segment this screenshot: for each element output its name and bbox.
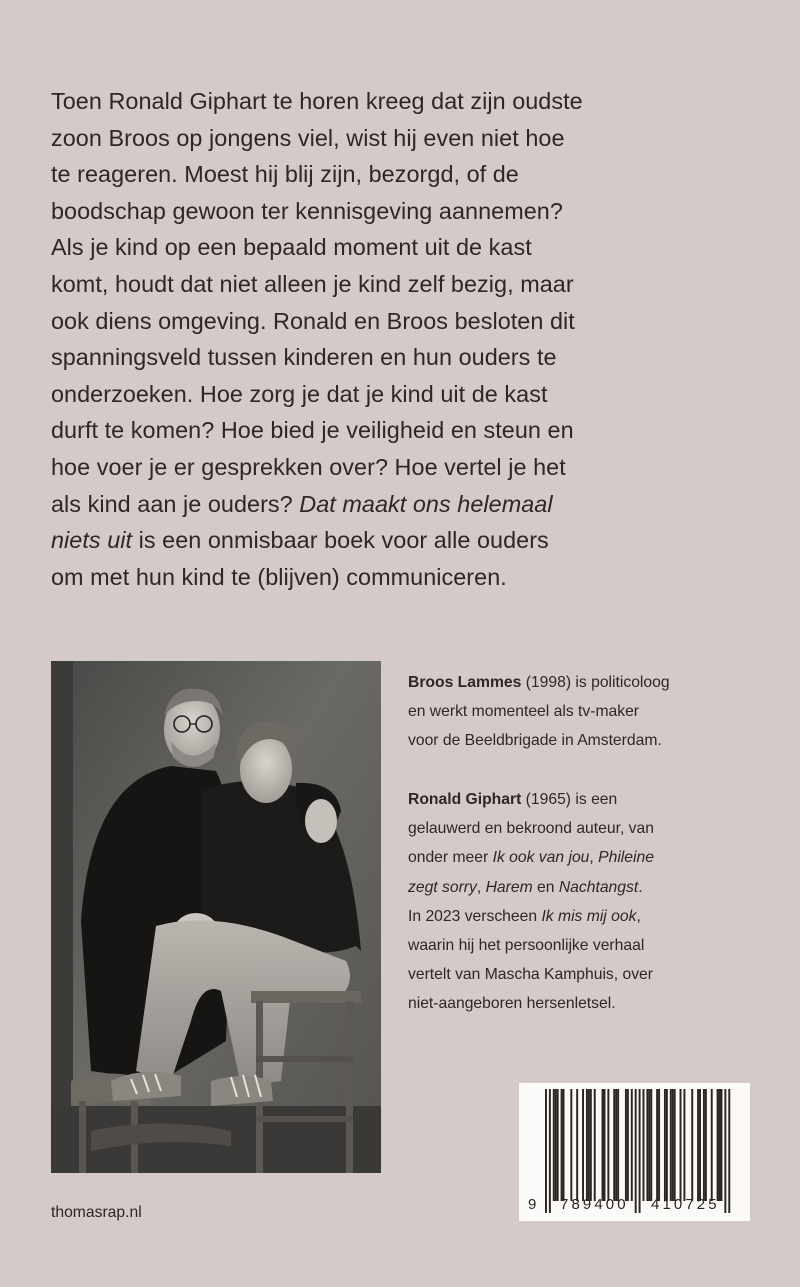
text-segment: vertelt van Mascha Kamphuis, over bbox=[408, 966, 654, 984]
bio-line bbox=[408, 843, 768, 872]
blurb-line bbox=[51, 156, 671, 193]
blurb-line bbox=[51, 193, 671, 230]
text-segment: gelauwerd en bekroond auteur, van bbox=[408, 820, 654, 838]
book-title: niets uit bbox=[51, 527, 133, 554]
blurb-line bbox=[51, 120, 671, 157]
text-segment: is een onmisbaar boek voor alle ouders bbox=[132, 527, 549, 554]
bio-line bbox=[408, 814, 768, 843]
text-segment: . bbox=[638, 878, 643, 896]
text-segment: voor de Beeldbrigade in Amsterdam. bbox=[408, 732, 662, 750]
text-segment: zoon Broos op jongens viel, wist hij even niet hoe bbox=[51, 124, 565, 151]
text-segment: om met hun kind te (blijven) communiceren. bbox=[51, 563, 507, 590]
text-segment: (1965) is een bbox=[521, 791, 618, 808]
blurb-line bbox=[51, 266, 671, 303]
barcode-left-digits: 789400 bbox=[560, 1196, 629, 1213]
barcode-right-digits: 410725 bbox=[651, 1196, 720, 1213]
bio-line bbox=[408, 960, 768, 989]
text-segment: als kind aan je ouders? bbox=[51, 490, 300, 517]
book-title: Phileine bbox=[598, 849, 654, 867]
author-name: Broos Lammes bbox=[408, 674, 522, 691]
blurb-line bbox=[51, 303, 671, 340]
book-title: Nachtangst bbox=[558, 878, 639, 896]
blurb-line bbox=[51, 559, 671, 596]
blurb-line bbox=[51, 339, 671, 376]
text-segment: en bbox=[532, 878, 559, 896]
text-segment: (1998) is politicoloog bbox=[521, 674, 670, 691]
bio-line bbox=[408, 931, 768, 960]
text-segment: In 2023 verscheen bbox=[408, 907, 542, 925]
bio-line bbox=[408, 726, 768, 755]
blurb-line bbox=[51, 412, 671, 449]
text-segment: , bbox=[589, 849, 599, 867]
text-segment: onderzoeken. Hoe zorg je dat je kind uit de kast bbox=[51, 380, 548, 407]
text-segment: te reageren. Moest hij blij zijn, bezorgd, of de bbox=[51, 161, 519, 188]
bio-line bbox=[408, 873, 768, 902]
blurb-line bbox=[51, 449, 671, 486]
text-segment: komt, houdt dat niet alleen je kind zelf bezig, maar bbox=[51, 270, 574, 297]
back-cover-blurb bbox=[51, 83, 671, 595]
book-title: Harem bbox=[485, 878, 533, 896]
text-segment: Toen Ronald Giphart te horen kreeg dat zijn oudste bbox=[51, 88, 583, 114]
book-title: zegt sorry bbox=[408, 878, 477, 896]
blurb-line bbox=[51, 486, 671, 523]
blurb-line bbox=[51, 229, 671, 266]
text-segment: , bbox=[636, 907, 641, 925]
text-segment: boodschap gewoon ter kennisgeving aannemen? bbox=[51, 197, 563, 224]
bio-line bbox=[408, 989, 768, 1018]
isbn-barcode bbox=[519, 1083, 750, 1221]
publisher-url[interactable]: thomasrap.nl bbox=[51, 1204, 142, 1221]
text-segment: onder meer bbox=[408, 849, 493, 867]
blurb-line bbox=[51, 522, 671, 559]
bio-broos-lammes bbox=[408, 668, 768, 756]
bio-line bbox=[408, 697, 768, 726]
text-segment: hoe voer je er gesprekken over? Hoe vertel je het bbox=[51, 453, 566, 480]
blurb-line bbox=[51, 83, 671, 120]
author-name: Ronald Giphart bbox=[408, 791, 522, 808]
book-title: Ik ook van jou bbox=[492, 849, 590, 867]
text-segment: ook diens omgeving. Ronald en Broos besloten dit bbox=[51, 307, 575, 334]
text-segment: spanningsveld tussen kinderen en hun ouders te bbox=[51, 344, 557, 371]
text-segment: , bbox=[476, 878, 486, 896]
bio-line bbox=[408, 668, 768, 697]
text-segment: Als je kind op een bepaald moment uit de kast bbox=[51, 234, 532, 261]
book-title: Dat maakt ons helemaal bbox=[299, 490, 553, 517]
book-title: Ik mis mij ook bbox=[541, 907, 637, 925]
blurb-line bbox=[51, 376, 671, 413]
barcode-lead-digit: 9 bbox=[528, 1196, 540, 1213]
text-segment: durft te komen? Hoe bied je veiligheid en steun en bbox=[51, 417, 574, 444]
author-photo bbox=[51, 661, 381, 1173]
text-segment: en werkt momenteel als tv-maker bbox=[408, 703, 640, 721]
bio-line bbox=[408, 785, 768, 814]
text-segment: waarin hij het persoonlijke verhaal bbox=[408, 937, 645, 955]
author-photo-image bbox=[51, 661, 381, 1173]
text-segment: niet-aangeboren hersenletsel. bbox=[408, 995, 616, 1013]
bio-ronald-giphart bbox=[408, 785, 768, 1019]
bio-line bbox=[408, 902, 768, 931]
